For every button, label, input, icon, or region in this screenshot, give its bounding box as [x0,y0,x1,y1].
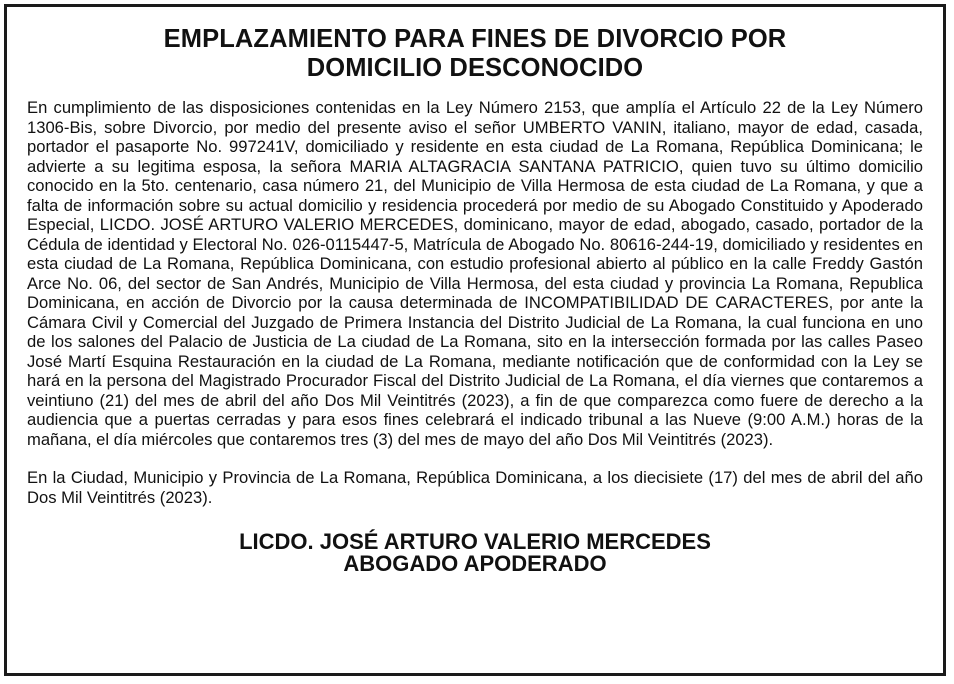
legal-notice [4,4,946,676]
notice-title [47,25,903,83]
signature-name: LICDO. JOSÉ ARTURO VALERIO MERCEDES [239,529,711,554]
body-paragraph-closing: En la Ciudad, Municipio y Provincia de La Romana, República Dominicana, a los diecisiete (17) del mes de abril del año Dos Mil Veintitrés (2023). [27,468,923,507]
notice-body [27,98,923,507]
title-line-2: DOMICILIO DESCONOCIDO [306,54,644,82]
signature-role: ABOGADO APODERADO [343,551,607,576]
body-paragraph-main: En cumplimiento de las disposiciones contenidas en la Ley Número 2153, que amplía el Artículo 22 de la Ley Número 1306-Bis, sobre Divorcio, por medio del presente aviso el señor UMBERTO VANIN, italiano, mayor de edad, casada, portador el pasaporte No. 997241V, domiciliado y residente en esta ciudad de La Romana, República Dominicana; le advierte a su legitima esposa, la señora MARIA ALTAGRACIA SANTANA PATRICIO, quien tuvo su último domicilio conocido en la 5to. centenario, casa número 21, del Municipio de Villa Hermosa de esta ciudad de La Romana, y que a falta de información sobre su actual domicilio y residencia procederá por medio de su Abogado Constituido y Apoderado Especial, LICDO. JOSÉ ARTURO VALERIO MERCEDES, dominicano, mayor de edad, abogado, casado, portador de la Cédula de identidad y Electoral No. 026-0115447-5, Matrícula de Abogado No. 80616-244-19, domiciliado y residentes en esta ciudad de La Romana, República Dominicana, con estudio profesional abierto al público en la calle Freddy Gastón Arce No. 06, del sector de San Andrés, Municipio de Villa Hermosa, del esta ciudad y provincia La Romana, Republica Dominicana, en acción de Divorcio por la causa determinada de INCOMPATIBILIDAD DE CARACTERES, por ante la Cámara Civil y Comercial del Juzgado de Primera Instancia del Distrito Judicial de La Romana, la cual funciona en uno de los salones del Palacio de Justicia de La ciudad de La Romana, sito en la intersección formada por las calles Paseo José Martí Esquina Restauración en la ciudad de La Romana, mediante notificación que de conformidad con la Ley se hará en la persona del Magistrado Procurador Fiscal del Distrito Judicial de La Romana, el día viernes que contaremos a veintiuno (21) del mes de abril del año Dos Mil Veintitrés (2023), a fin de que comparezca como fuere de derecho a la audiencia que a puertas cerradas y para esos fines celebrará el indicado tribunal a las Nueve (9:00 A.M.) horas de la mañana, el día miércoles que contaremos tres (3) del mes de mayo del año Dos Mil Veintitrés (2023). [27,98,923,449]
signature-block [7,531,943,575]
title-line-1: EMPLAZAMIENTO PARA FINES DE DIVORCIO POR [163,25,787,53]
